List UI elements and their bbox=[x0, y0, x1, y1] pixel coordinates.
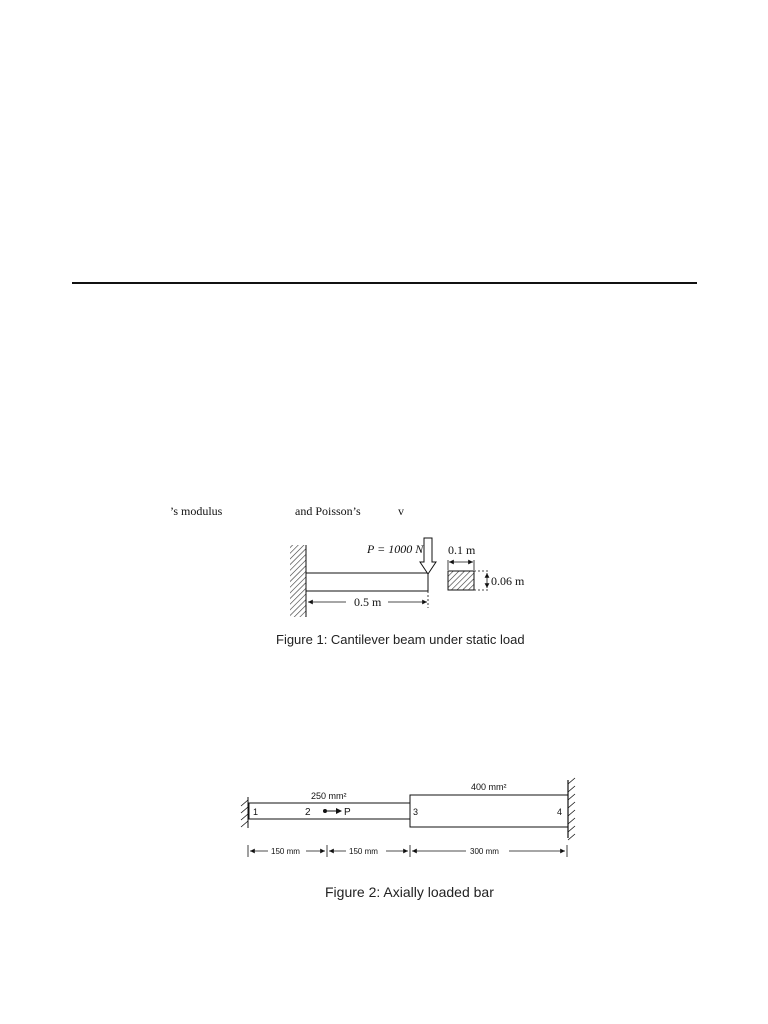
node-2-label: 2 bbox=[305, 807, 311, 818]
right-wall-hatch bbox=[568, 778, 575, 840]
dim-2-label: 150 mm bbox=[349, 847, 378, 856]
node-4-label: 4 bbox=[557, 807, 563, 817]
node-3-label: 3 bbox=[413, 807, 419, 817]
load-point bbox=[323, 809, 327, 813]
left-support-hatch bbox=[241, 800, 248, 827]
figure-1-caption: Figure 1: Cantilever beam under static load bbox=[276, 632, 525, 647]
text-fragment-poisson: and Poisson’s bbox=[295, 504, 361, 518]
length-label: 0.5 m bbox=[354, 595, 382, 609]
load-label: P = 1000 N bbox=[367, 542, 424, 556]
dim-1-label: 150 mm bbox=[271, 847, 300, 856]
node-1-label: 1 bbox=[253, 807, 259, 817]
area-left-label: 250 mm² bbox=[311, 791, 347, 801]
height-label: 0.06 m bbox=[491, 574, 525, 588]
text-fragment-modulus: ’s modulus bbox=[170, 504, 223, 518]
width-label: 0.1 m bbox=[448, 543, 476, 557]
load-p-label: P bbox=[344, 807, 351, 818]
bar-segment-large bbox=[410, 795, 568, 827]
area-right-label: 400 mm² bbox=[471, 782, 507, 792]
dim-3-label: 300 mm bbox=[470, 847, 499, 856]
text-fragment-nu: v bbox=[398, 504, 404, 518]
figure-2-caption: Figure 2: Axially loaded bar bbox=[325, 884, 494, 900]
